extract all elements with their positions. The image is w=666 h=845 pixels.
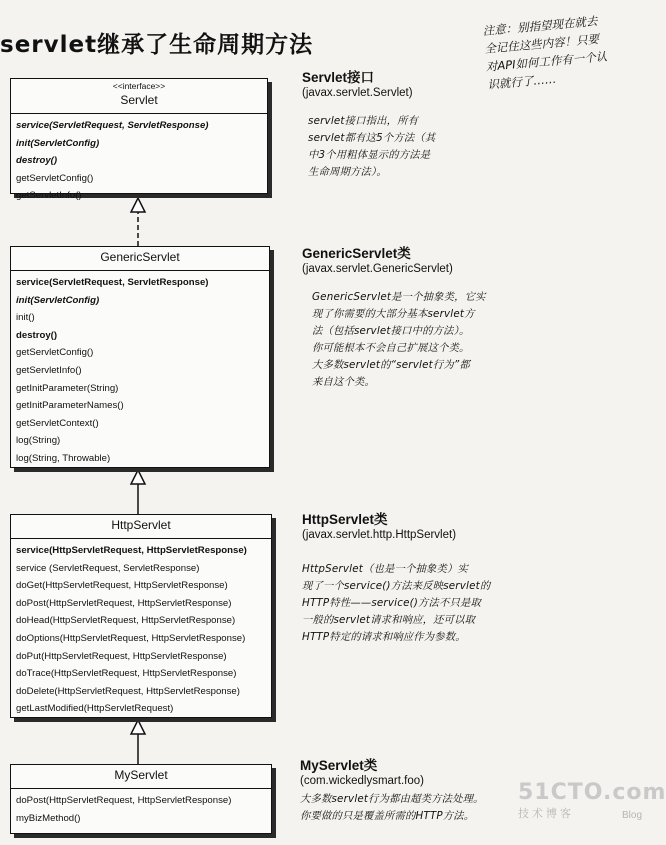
stereotype-label: <<interface>> [112,81,166,91]
method: log(String) [16,435,61,447]
description-package: (javax.servlet.GenericServlet) [302,263,453,275]
method: getLastModified(HttpServletRequest) [16,703,174,715]
top-note-line: 全记住这些内容！只要 [483,31,600,56]
method-list [11,271,269,472]
my-servlet-box [10,764,272,834]
method: getServletConfig() [16,347,94,359]
method: doPost(HttpServletRequest, HttpServletResponse) [16,795,232,806]
description-note [312,289,552,391]
description-title: Servlet接口 [302,70,375,85]
class-name: MyServlet [114,768,168,782]
class-name: Servlet [120,93,158,107]
note-line: 你可能根本不会自己扩展这个类。 [312,342,470,354]
http-to-generic-arrow [131,470,145,514]
description-package: (com.wickedlysmart.foo) [300,775,424,787]
method: getInitParameter(String) [16,382,119,394]
generic-servlet-description [302,246,552,391]
http-servlet-description [302,512,562,646]
note-line: 现了你需要的大部分基本servlet方 [312,308,475,320]
top-note-line: 注意：别指望现在就去 [482,13,598,38]
method-list [11,114,267,209]
note-line: 大多数servlet行为都由超类方法处理。 [300,793,484,805]
method-list [11,789,271,831]
note-line: 法（包括servlet接口中的方法）。 [312,325,470,337]
method: service(HttpServletRequest, HttpServletResponse) [16,545,247,556]
method: getServletInfo() [16,364,82,376]
method: init(ServletConfig) [16,137,100,149]
note-line: 现了一个service()方法来反映servlet的 [302,580,491,592]
method: doGet(HttpServletRequest, HttpServletResponse) [16,580,228,592]
note-line: HTTP特定的请求和响应作为参数。 [302,631,466,643]
method: getServletConfig() [16,172,94,184]
method: init(ServletConfig) [16,294,100,306]
class-name: GenericServlet [100,250,180,264]
method: service (ServletRequest, ServletResponse) [16,562,200,574]
page-title: servlet继承了生命周期方法 [0,32,314,58]
description-note [308,113,487,181]
method: service(ServletRequest, ServletResponse) [16,277,209,288]
method: destroy() [16,329,58,341]
method: getInitParameterNames() [16,400,124,412]
description-title: HttpServlet类 [302,512,388,527]
watermark [518,780,666,821]
note-line: 一般的servlet请求和响应，还可以取 [302,614,476,626]
description-package: (javax.servlet.http.HttpServlet) [302,529,457,541]
http-servlet-box [10,514,272,718]
description-note [302,561,562,646]
method-list [11,539,271,722]
note-line: 来自这个类。 [312,376,375,388]
description-title: GenericServlet类 [302,246,411,261]
method: myBizMethod() [16,812,81,824]
note-line: GenericServlet是一个抽象类，它实 [312,291,486,303]
top-note-line: 识就行了…… [486,71,557,92]
method: doPost(HttpServletRequest, HttpServletResponse) [16,597,232,609]
servlet-interface-box [10,78,268,202]
servlet-description [302,70,487,181]
top-note-line: 对API如何工作有一个认 [485,49,608,74]
class-name: HttpServlet [111,518,171,532]
class-header [11,247,269,271]
generic-servlet-box [10,246,270,468]
watermark-blog: Blog [621,810,642,821]
my-to-http-arrow [131,720,145,764]
note-line: HTTP特性——service()方法不只是取 [302,597,482,609]
method: doPut(HttpServletRequest, HttpServletResponse) [16,650,227,662]
class-header [11,515,271,539]
note-line: 生命周期方法）。 [308,166,387,178]
method: doDelete(HttpServletRequest, HttpServletResponse) [16,685,240,697]
class-header [11,79,267,114]
method: service(ServletRequest, ServletResponse) [16,120,209,131]
watermark-logo: 51CTO.com [518,780,666,805]
note-line: 中3个用粗体显示的方法是 [308,149,431,161]
note-line: servlet都有这5个方法（其 [308,132,436,144]
note-line: HttpServlet（也是一个抽象类）实 [302,563,468,575]
method: init() [16,312,35,324]
note-line: 你要做的只是覆盖所需的HTTP方法。 [300,810,475,822]
method: doOptions(HttpServletRequest, HttpServletResponse) [16,632,246,644]
note-line: 大多数servlet的“servlet行为”都 [312,359,470,371]
method: destroy() [16,155,58,167]
method: doTrace(HttpServletRequest, HttpServletResponse) [16,668,237,680]
watermark-subtitle: 技术博客 [518,808,574,820]
method: getServletInfo() [16,190,82,202]
description-title: MyServlet类 [300,758,378,773]
method: doHead(HttpServletRequest, HttpServletResponse) [16,615,236,627]
note-line: servlet接口指出，所有 [308,115,419,127]
method: getServletContext() [16,417,99,429]
class-header [11,765,271,789]
description-package: (javax.servlet.Servlet) [302,87,413,99]
method: log(String, Throwable) [16,452,111,464]
